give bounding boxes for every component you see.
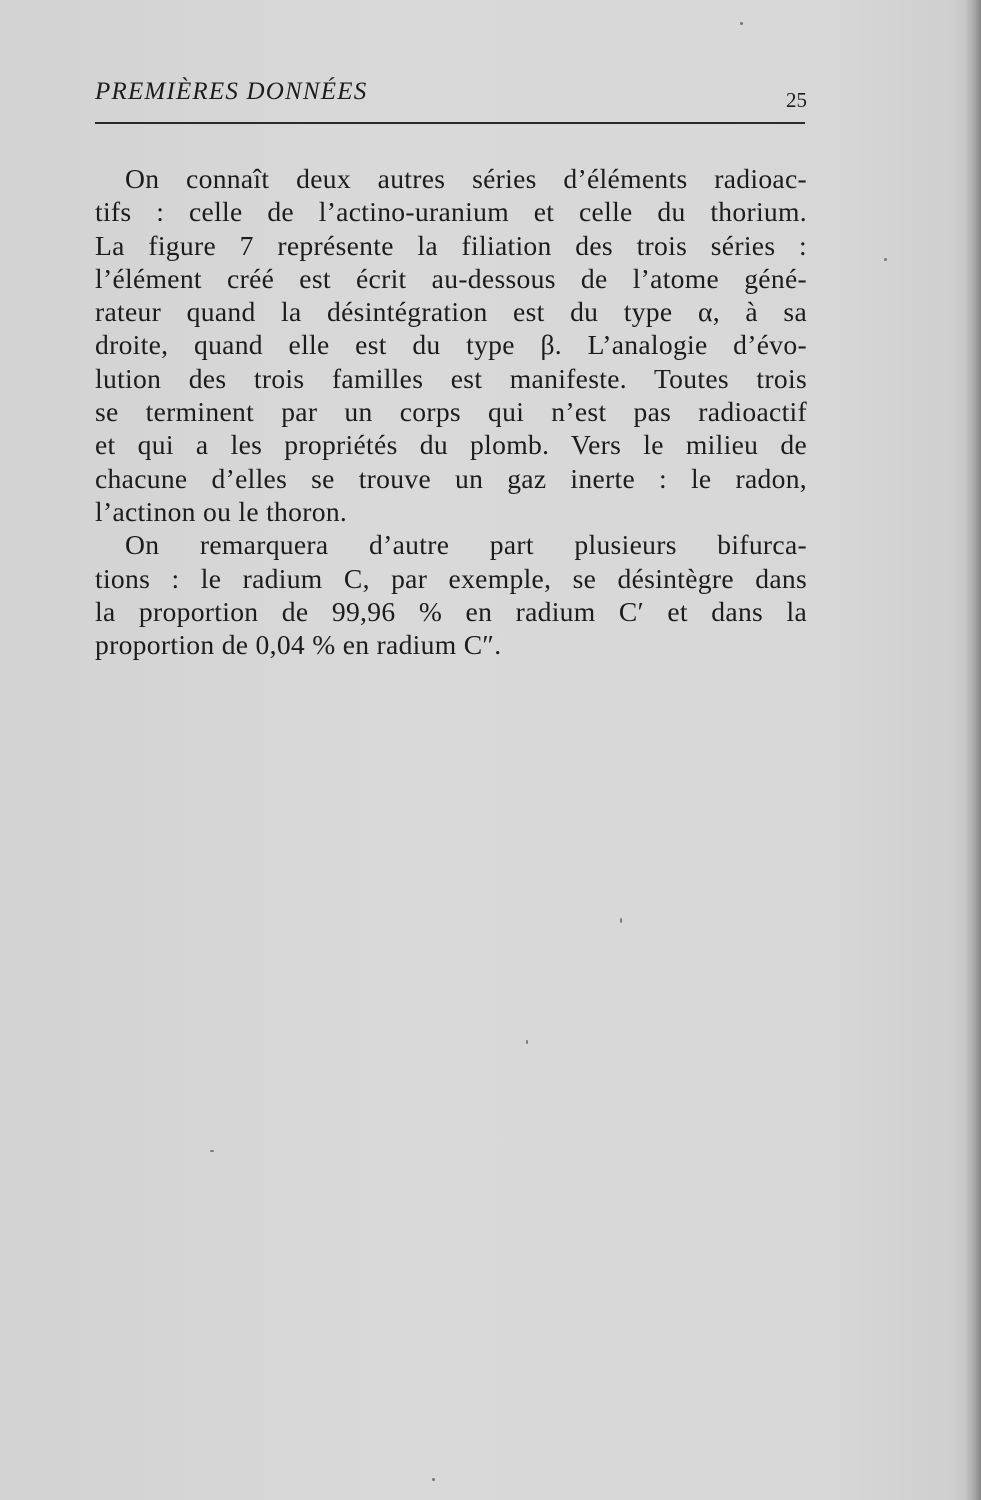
paper-speck	[210, 1150, 214, 1152]
text-line: rateur quand la désintégration est du type α, à sa	[95, 296, 807, 328]
running-head	[95, 78, 807, 112]
paper-speck	[620, 918, 622, 923]
paper-speck	[432, 1478, 435, 1481]
page-number: 25	[786, 88, 807, 112]
body-text	[95, 162, 807, 661]
header-rule	[95, 122, 805, 124]
text-line: la proportion de 99,96 % en radium C′ et dans la	[95, 595, 807, 627]
text-line: lution des trois familles est manifeste. Toutes trois	[95, 362, 807, 394]
paper-speck	[740, 22, 743, 25]
text-line: On remarquera d’autre part plusieurs bifurca-	[125, 529, 807, 561]
text-line: se terminent par un corps qui n’est pas radioactif	[95, 396, 807, 428]
text-line: proportion de 0,04 % en radium C″.	[95, 629, 502, 661]
paragraph-2	[95, 528, 807, 661]
text-line: tifs : celle de l’actino-uranium et celle du thorium.	[95, 196, 807, 228]
text-line: droite, quand elle est du type β. L’analogie d’évo-	[95, 329, 807, 361]
text-line: On connaît deux autres séries d’éléments radioac-	[125, 163, 807, 194]
paper-speck	[526, 1040, 528, 1044]
page-edge-shadow	[965, 0, 981, 1500]
text-line: l’actinon ou le thoron.	[95, 495, 348, 527]
paper-speck	[884, 258, 887, 261]
text-line: La figure 7 représente la filiation des trois séries :	[95, 229, 807, 261]
running-title: PREMIÈRES DONNÉES	[95, 78, 368, 105]
text-line: et qui a les propriétés du plomb. Vers le milieu de	[95, 429, 807, 461]
text-line: chacune d’elles se trouve un gaz inerte : le radon,	[95, 462, 807, 494]
paragraph-1	[95, 162, 807, 528]
text-line: tions : le radium C, par exemple, se désintègre dans	[95, 562, 807, 594]
text-line: l’élément créé est écrit au-dessous de l’atome géné-	[95, 262, 807, 294]
